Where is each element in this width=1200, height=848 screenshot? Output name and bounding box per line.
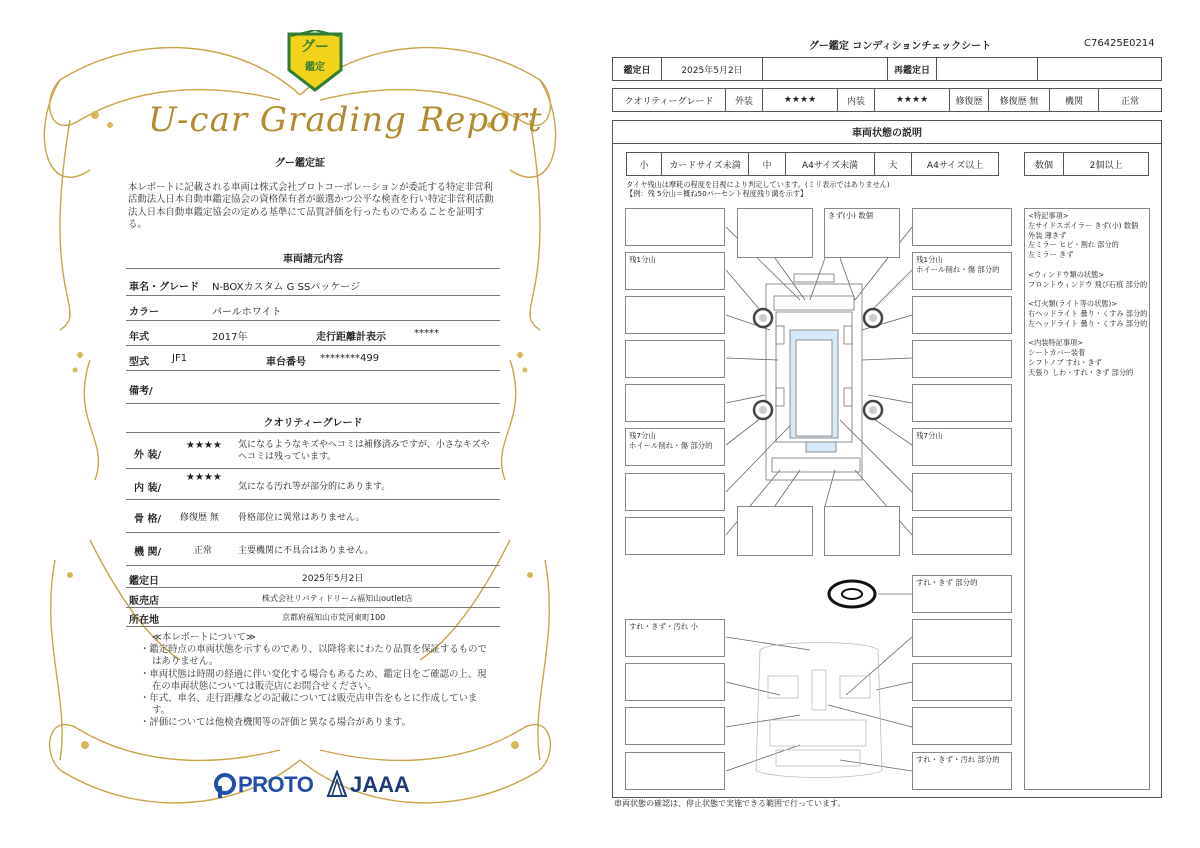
damage-box — [912, 517, 1012, 555]
note-line: 外装 薄きず — [1028, 230, 1067, 240]
date-value: 2025年5月2日 — [302, 574, 364, 584]
note-line: 左ヘッドライト 曇り・くすみ 部分的 — [1028, 318, 1148, 328]
interior-box — [625, 663, 725, 701]
special-notes — [1024, 208, 1150, 790]
tire-box-fr — [912, 252, 1012, 290]
note-line: シフトノブ すれ・きず — [1028, 357, 1102, 367]
certificate-intro: 本レポートに記載される車両は株式会社プロトコーポレーションが委託する特定非営利活動法人日本自動車鑑定協会の資格保有者が厳選かつ公平な検査を行い特定非営利活動法人日本自動車鑑定協会の定める基準にて品質評価を行ったものであることを証明する。 — [128, 182, 494, 231]
note-line — [1028, 329, 1146, 339]
note-line: 左ミラー きず — [1028, 250, 1074, 260]
damage-box — [625, 340, 725, 378]
note-line: <灯火類(ライト等の状態)> — [1028, 299, 1118, 309]
row-frame — [126, 501, 500, 533]
exterior-label: 外装 — [725, 88, 763, 112]
interior-box — [625, 752, 725, 790]
condition-check-sheet — [600, 0, 1200, 848]
note-item: ・評価については他検査機関等の評価と異なる場合があります。 — [140, 717, 411, 729]
engine-text: 主要機関に不具合はありません。 — [238, 546, 374, 556]
certificate-title: グー鑑定証 — [275, 158, 325, 169]
damage-box — [912, 208, 1012, 246]
engine-value: 正常 — [1098, 88, 1162, 112]
interior-box-tl — [625, 619, 725, 657]
exterior-text: 気になるようなキズやヘコミは補修済みですが、小さなキズやヘコミは残っています。 — [238, 440, 490, 462]
date-label: 鑑定日 — [129, 576, 159, 587]
tire-box-rl — [625, 428, 725, 466]
jaaa-logo-icon — [326, 770, 348, 798]
note-line: <内装特記事項> — [1028, 338, 1084, 348]
exterior-stars: ★★★★ — [186, 440, 222, 451]
frame-label: 骨 格/ — [134, 514, 162, 525]
count-value: 2個以上 — [1063, 152, 1149, 176]
row-remarks — [126, 372, 500, 404]
badge-top-text: グー — [301, 39, 329, 55]
interior-text: 気になる汚れ等が部分的にあります。 — [238, 482, 391, 492]
damage-box — [737, 208, 813, 258]
legend-small-label: 小 — [626, 152, 662, 176]
note-item: ・年式、車名、走行距離などの記載については販売店申告をもとに作成しています。 — [140, 693, 478, 717]
row-date — [126, 567, 500, 588]
damage-box-front — [824, 208, 900, 258]
frame-value: 修復歴 無 — [180, 513, 219, 523]
interior-box — [625, 707, 725, 745]
legend-small-desc: カードサイズ未満 — [661, 152, 749, 176]
box-rl-text-2: ホイール削れ・傷 部分的 — [629, 441, 713, 450]
damage-box — [625, 296, 725, 334]
date-label: 鑑定日 — [612, 57, 662, 81]
year-label: 年式 — [129, 332, 149, 343]
mileage-value: ***** — [414, 328, 439, 339]
year-value: 2017年 — [212, 332, 248, 343]
remarks-label: 備考/ — [129, 386, 153, 397]
row-shop — [126, 589, 500, 608]
interior-label: 内装 — [837, 88, 875, 112]
interior-box-br — [912, 752, 1012, 790]
row-model — [126, 347, 500, 371]
engine-label: 機関 — [1049, 88, 1099, 112]
interior-box — [912, 619, 1012, 657]
chassis-label: 車台番号 — [266, 357, 306, 368]
damage-box — [625, 473, 725, 511]
mileage-label: 走行距離計表示 — [316, 332, 386, 343]
row-year — [126, 322, 500, 346]
color-value: パールホワイト — [212, 307, 282, 318]
row-interior — [126, 470, 500, 500]
interior-box — [912, 707, 1012, 745]
note-line — [1028, 260, 1146, 270]
exterior-label: 外 装/ — [134, 450, 162, 461]
note-line: 左ミラー ヒビ・割れ 部分的 — [1028, 240, 1119, 250]
damage-box — [625, 517, 725, 555]
damage-box — [912, 473, 1012, 511]
divider — [126, 432, 500, 433]
interior-stars: ★★★★ — [874, 88, 950, 112]
sheet-title: グー鑑定 コンディションチェックシート — [808, 41, 992, 52]
note-line: シートカバー装着 — [1028, 348, 1086, 358]
tire-box-fl — [625, 252, 725, 290]
quality-grade-label: クオリティーグレード — [612, 88, 726, 112]
box-fl-text: 残1分山 — [629, 255, 656, 264]
box-rl-text-1: 残7分山 — [629, 431, 656, 440]
interior-box — [912, 663, 1012, 701]
legend-medium-label: 中 — [748, 152, 786, 176]
box-rr-text: 残7分山 — [916, 431, 943, 440]
name-label: 車名・グレード — [129, 282, 199, 293]
note-line: 右ヘッドライト 曇り・くすみ 部分的 — [1028, 308, 1148, 318]
damage-box — [912, 384, 1012, 422]
note-item: ・車両状態は時間の経過に伴い変化する場合もあるため、鑑定日をご確認の上、現在の車両状態については販売店にお問合せください。 — [140, 668, 487, 692]
engine-value: 正常 — [194, 546, 213, 556]
legend-large-desc: A4サイズ以上 — [911, 152, 999, 176]
frame-text: 骨格部位に異常はありません。 — [238, 513, 365, 523]
model-label: 型式 — [129, 357, 149, 368]
row-name — [126, 272, 500, 296]
badge-bottom-text: 鑑定 — [305, 62, 325, 73]
row-color — [126, 297, 500, 321]
note-item: ・鑑定時点の車両状態を示すものであり、以降将来にわたり品質を保証するものではありません。 — [140, 644, 487, 668]
box-int-br-text: すれ・きず・汚れ 部分的 — [916, 755, 1000, 764]
redate-label: 再鑑定日 — [887, 57, 937, 81]
box-fr-text-1: 残1分山 — [916, 255, 943, 264]
damage-box — [824, 506, 900, 556]
color-label: カラー — [129, 307, 159, 318]
model-value: JF1 — [172, 353, 188, 364]
tire-note-2: 【例：残 5分山＝概ね50パーセント程度残り溝を示す】 — [626, 189, 808, 198]
proto-logo-icon — [214, 772, 238, 798]
damage-box — [912, 296, 1012, 334]
name-value: N-BOXカスタム G SSパッケージ — [212, 282, 361, 293]
date-value: 2025年5月2日 — [661, 57, 763, 81]
note-line — [1028, 289, 1146, 299]
sheet-footer: 車両状態の確認は、停止状態で実施できる範囲で行っています。 — [614, 799, 846, 808]
box-steer-text: すれ・きず 部分的 — [916, 578, 978, 587]
chassis-value: ********499 — [320, 353, 380, 364]
legend-medium-desc: A4サイズ未満 — [785, 152, 875, 176]
address-label: 所在地 — [129, 615, 159, 626]
tire-note-1: タイヤ残山は摩耗の程度を目視により判定しています。(ミリ表示ではありません) — [626, 180, 890, 189]
report-notes — [140, 632, 490, 730]
engine-label: 機 関/ — [134, 547, 162, 558]
note-line: 左サイドスポイラー きず(小) 数個 — [1028, 220, 1139, 230]
note-line: <ウィンドウ類の状態> — [1028, 269, 1105, 279]
divider — [126, 268, 500, 269]
note-line: <特記事項> — [1028, 211, 1069, 220]
notes-heading: ≪本レポートについて≫ — [152, 632, 256, 643]
row-engine — [126, 534, 500, 566]
damage-box — [625, 384, 725, 422]
steering-box — [912, 575, 1012, 613]
interior-stars: ★★★★ — [186, 472, 222, 483]
damage-box — [912, 340, 1012, 378]
interior-label: 内 装/ — [134, 483, 162, 494]
address-value: 京都府福知山市荒河東町100 — [282, 613, 386, 622]
sheet-id: C76425E0214 — [1084, 38, 1155, 49]
shop-value: 株式会社リバティドリーム福知山outlet店 — [262, 594, 413, 603]
report-script-title: U-car Grading Report — [148, 100, 543, 140]
note-line: フロントウィンドウ 飛び石痕 部分的 — [1028, 279, 1148, 289]
tire-box-rr — [912, 428, 1012, 466]
row-exterior — [126, 436, 500, 469]
condition-heading: 車両状態の説明 — [612, 120, 1162, 144]
box-int-tl-text: すれ・きず・汚れ 小 — [629, 622, 698, 631]
damage-box — [737, 506, 813, 556]
legend-large-label: 大 — [874, 152, 912, 176]
row-address — [126, 609, 500, 627]
box-fr-text-2: ホイール削れ・傷 部分的 — [916, 265, 1000, 274]
jaaa-logo-text: JAAA — [350, 772, 410, 797]
note-line: 天張り しわ・すれ・きず 部分的 — [1028, 367, 1134, 377]
grade-heading: クオリティーグレード — [263, 418, 363, 429]
repair-value: 修復歴 無 — [988, 88, 1050, 112]
repair-label: 修復歴 — [949, 88, 989, 112]
spec-heading: 車両諸元内容 — [283, 254, 343, 265]
exterior-stars: ★★★★ — [762, 88, 838, 112]
proto-logo-text: PROTO — [238, 772, 314, 797]
count-label: 数個 — [1024, 152, 1064, 176]
damage-box — [625, 208, 725, 246]
shop-label: 販売店 — [129, 596, 159, 607]
box-top-mid-text: きず(小) 数個 — [828, 211, 874, 220]
